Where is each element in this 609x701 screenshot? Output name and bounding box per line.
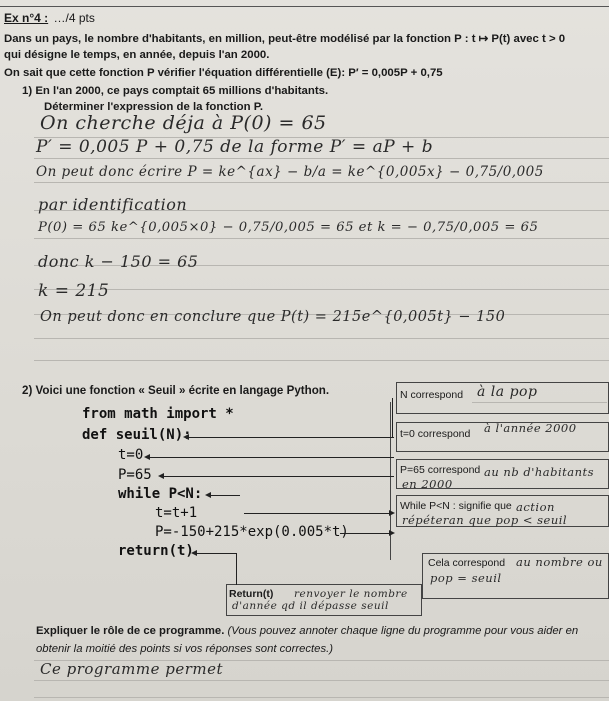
question-2-text: Voici une fonction « Seuil » écrite en langage Python. bbox=[35, 384, 330, 397]
answer-line bbox=[34, 182, 609, 183]
question-3 bbox=[36, 625, 578, 637]
answer-line bbox=[34, 158, 609, 159]
arrow-t0 bbox=[147, 457, 394, 458]
annotation-while-hand: action répéteran que pop < seuil bbox=[402, 500, 568, 527]
annotation-p65-hand: au nb d'habitants en 2000 bbox=[402, 465, 595, 491]
handwritten-answer-line: On peut donc écrire P = ke^{ax} − b/a = ke^{0,005x} − 0,75/0,005 bbox=[36, 164, 544, 180]
annotation-t0-hand: à l'année 2000 bbox=[484, 421, 577, 435]
answer-line bbox=[34, 697, 609, 698]
intro-line-3: On sait que cette fonction P vérifier l'équation différentielle (E): P′ = 0,005P + 0,75 bbox=[4, 67, 443, 79]
annotation-line bbox=[472, 402, 607, 403]
question-3-answer: Ce programme permet bbox=[40, 660, 224, 678]
annotation-p65-label: P=65 correspond bbox=[400, 464, 481, 476]
arrow-while-right bbox=[244, 513, 392, 514]
handwritten-answer-line: donc k − 150 = 65 bbox=[38, 252, 199, 271]
arrow-connector bbox=[392, 398, 393, 438]
annotation-t0-label: t=0 correspond bbox=[400, 428, 471, 440]
question-1-task: Déterminer l'expression de la fonction P. bbox=[44, 101, 263, 113]
code-line-3: t=0 bbox=[118, 447, 144, 463]
handwritten-answer-line: P(0) = 65 ke^{0,005×0} − 0,75/0,005 = 65 et k = − 0,75/0,005 = 65 bbox=[38, 220, 539, 235]
arrow-exp bbox=[340, 533, 392, 534]
annotation-returnlabel-label: Return(t) bbox=[229, 588, 274, 600]
handwritten-answer-line: P′ = 0,005 P + 0,75 de la forme P′ = aP + b bbox=[36, 137, 434, 157]
arrow-return-connector bbox=[236, 553, 237, 585]
answer-line bbox=[34, 238, 609, 239]
arrow-def bbox=[186, 437, 394, 438]
code-line-1: from math import * bbox=[82, 406, 234, 422]
question-2 bbox=[22, 384, 329, 397]
arrow-p65 bbox=[161, 476, 394, 477]
answer-line bbox=[34, 680, 609, 681]
code-line-6: t=t+1 bbox=[155, 505, 198, 521]
question-1-text: En l'an 2000, ce pays comptait 65 millions d'habitants. bbox=[35, 85, 329, 97]
intro-line-1: Dans un pays, le nombre d'habitants, en million, peut-être modélisé par la fonction P : t ↦ P(t) avec t > 0 bbox=[4, 33, 566, 45]
annotation-while-label: While P<N : signifie que bbox=[400, 500, 512, 512]
annotation-returnlabel-hand: renvoyer le nombre d'année qd il dépasse seuil bbox=[232, 588, 408, 612]
answer-line bbox=[34, 360, 609, 361]
question-3-text: Expliquer le rôle de ce programme. bbox=[36, 625, 225, 637]
annotation-return-hand: au nombre ou pop = seuil bbox=[430, 555, 603, 585]
annotation-n-hand: à la pop bbox=[477, 384, 538, 400]
question-2-number: 2) bbox=[22, 384, 33, 397]
arrow-while bbox=[208, 495, 240, 496]
question-3-hint: (Vous pouvez annoter chaque ligne du programme pour vous aider en bbox=[227, 625, 579, 637]
exercise-header bbox=[4, 11, 95, 25]
top-border bbox=[0, 6, 609, 7]
handwritten-answer-line: On cherche déja à P(0) = 65 bbox=[40, 112, 327, 134]
exercise-title: Ex n°4 : bbox=[4, 11, 49, 25]
code-line-2: def seuil(N): bbox=[82, 427, 192, 443]
exercise-points: …/4 pts bbox=[53, 11, 95, 25]
intro-line-2: qui désigne le temps, en année, depuis l'an 2000. bbox=[4, 49, 270, 61]
annotation-n-label: N correspond bbox=[400, 389, 464, 401]
question-1 bbox=[22, 85, 328, 97]
code-line-8: return(t) bbox=[118, 543, 194, 559]
handwritten-answer-line: k = 215 bbox=[38, 281, 110, 301]
question-3-hint-2: obtenir la moitié des points si vos réponses sont correctes.) bbox=[36, 643, 333, 655]
code-line-4: P=65 bbox=[118, 467, 152, 483]
handwritten-answer-line: par identification bbox=[38, 195, 188, 214]
code-line-5: while P<N: bbox=[118, 486, 203, 502]
annotation-return-label: Cela correspond bbox=[428, 557, 506, 569]
code-line-7: P=-150+215*exp(0.005*t) bbox=[155, 524, 349, 540]
answer-line bbox=[34, 338, 609, 339]
handwritten-answer-line: On peut donc en conclure que P(t) = 215e^{0,005t} − 150 bbox=[40, 309, 506, 325]
answer-line bbox=[34, 289, 609, 290]
arrow-return bbox=[194, 553, 236, 554]
question-1-number: 1) bbox=[22, 85, 33, 97]
